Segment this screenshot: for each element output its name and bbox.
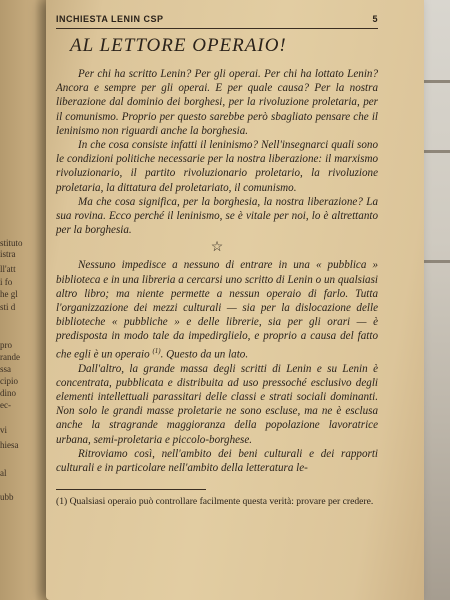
left-page-fragment: he gl: [0, 289, 18, 299]
left-page-fragment: vi: [0, 425, 8, 435]
paragraph-main-text: Nessuno impedisce a nessuno di entrare in una « pubblica » biblioteca e in una libreria a cercarsi uno scritto di Lenin o un qualsiasi altro libro; ma niente permette a nessun operaio di farlo. Tutta l'organizzazione dei mezzi culturali — sia per la dislocazione delle biblioteche « pubbliche » e delle librerie, sia per gli orari — è predisposta in modo tale da impedirglielo, e proprio a causa del fatto che egli è un operaio: [56, 259, 378, 361]
left-page-fragment: istra: [0, 249, 16, 259]
left-page-fragment: ec-: [0, 400, 11, 410]
paragraph-with-footnote-ref: [56, 258, 378, 361]
paragraph: Ritroviamo così, nell'ambito dei beni culturali e dei rapporti culturali e in particolare nell'ambito della letteratura le-: [56, 447, 378, 474]
star-separator: ☆: [210, 240, 224, 256]
running-title: INCHIESTA LENIN CSP: [56, 14, 164, 24]
paragraph: In che cosa consiste infatti il leninismo? Nell'insegnarci quali sono le condizioni politiche necessarie per la nostra liberazione: il marxismo rivoluzionario, il partito rivoluzionario proletario, la rivoluzione proletaria, la dittatura del proletariato, il comunismo.: [56, 139, 378, 194]
left-page-fragment: ll'att: [0, 264, 16, 274]
text-block-intro: [56, 67, 378, 237]
paragraph: Per chi ha scritto Lenin? Per gli operai. Per chi ha lottato Lenin? Ancora e sempre per gli operai. E per quale causa? Per la nostra liberazione dal dominio dei borghesi, per la rivoluzione proletaria, per il comunismo. Proprio per questo sarebbe però sbagliato pensare che il leninismo non riguardi anche la borghesia.: [56, 68, 378, 137]
running-header: [56, 14, 408, 24]
page-title: AL LETTORE OPERAIO!: [70, 35, 287, 56]
left-page-fragment: stituto: [0, 238, 23, 248]
page-content: [56, 14, 408, 508]
page-number: 5: [372, 14, 378, 24]
left-page-fragment: hiesa: [0, 440, 19, 450]
footnote-rule: [56, 489, 206, 490]
left-page-fragment: dino: [0, 388, 17, 398]
left-page-fragment: sti d: [0, 302, 16, 312]
text-block-main: [56, 258, 378, 475]
left-page-fragment: cipio: [0, 376, 18, 386]
paragraph: Ma che cosa significa, per la borghesia, la nostra liberazione? La sua rovina. Ecco perché il leninismo, se è vitale per noi, lo è altrettanto per la borghesia.: [56, 195, 378, 237]
left-page-fragment: i fo: [0, 277, 13, 287]
left-page-fragment: pro: [0, 340, 12, 350]
left-page-fragment: ubb: [0, 492, 14, 502]
header-rule: [56, 28, 378, 29]
left-page-fragment: rande: [0, 352, 20, 362]
paragraph: Dall'altro, la grande massa degli scritti di Lenin e su Lenin è concentrata, pubblicata e distribuita ad uso pressoché esclusivo degli elementi intellettuali parassitari delle classi e strati sociali dominanti. Non solo le grandi masse proletarie ne sono escluse, ma ne è esclusa anche la stragrande maggioranza della popolazione lavoratrice urbana, semi-proletaria e piccolo-borghese.: [56, 362, 378, 446]
footnote: (1) Qualsiasi operaio può controllare facilmente questa verità: provare per credere.: [56, 496, 374, 508]
paragraph-tail-text: . Questo da un lato.: [160, 348, 249, 361]
footnote-reference: (1): [152, 346, 161, 355]
left-page-fragment: al: [0, 468, 7, 478]
left-page-fragment: ssa: [0, 364, 11, 374]
